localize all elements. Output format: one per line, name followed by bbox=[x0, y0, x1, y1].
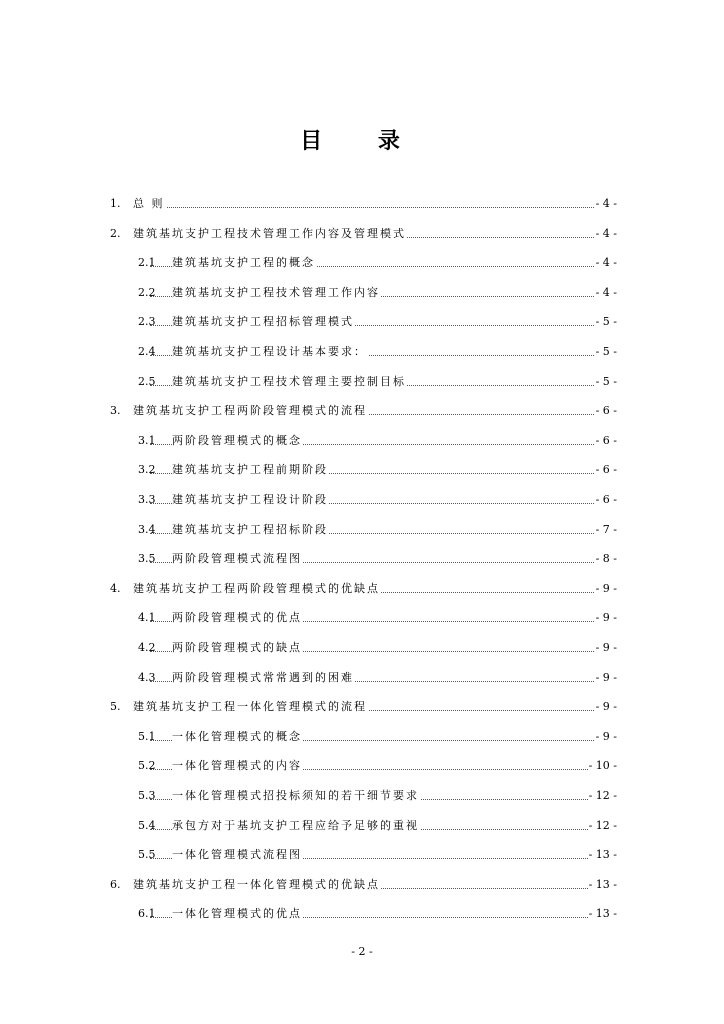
toc-entry-page: - 9 - bbox=[595, 582, 617, 595]
toc-entry[interactable] bbox=[0, 551, 724, 567]
toc-entry[interactable] bbox=[0, 314, 724, 330]
toc-entry[interactable] bbox=[0, 285, 724, 301]
toc-entry[interactable] bbox=[0, 640, 724, 656]
toc-entry-page: - 9 - bbox=[595, 641, 617, 654]
toc-entry-number: 2.1 bbox=[138, 256, 156, 269]
toc-entry-number: 4.1 bbox=[138, 611, 156, 624]
page-number: - 2 - bbox=[351, 945, 373, 958]
toc-entry-title: 一体化管理模式的概念 bbox=[172, 730, 302, 743]
toc-entry-title: 建筑基坑支护工程的概念 bbox=[172, 256, 315, 269]
toc-leader-dots bbox=[150, 207, 594, 208]
toc-entry-title: 一体化管理模式流程图 bbox=[172, 848, 302, 861]
toc-entry-title: 建筑基坑支护工程招标阶段 bbox=[172, 523, 328, 536]
toc-entry-title: 总 则 bbox=[133, 197, 165, 210]
toc-entry[interactable] bbox=[0, 433, 724, 449]
toc-entry-page: - 10 - bbox=[588, 759, 617, 772]
toc-entry-page: - 7 - bbox=[595, 523, 617, 536]
toc-entry-title: 两阶段管理模式流程图 bbox=[172, 552, 302, 565]
toc-entry[interactable] bbox=[0, 877, 724, 893]
toc-entry-page: - 5 - bbox=[595, 315, 617, 328]
toc-entry-number: 3.2 bbox=[138, 463, 156, 476]
toc-entry[interactable] bbox=[0, 758, 724, 774]
toc-entry-number: 2.4 bbox=[138, 345, 156, 358]
toc-entry-number: 2.5 bbox=[138, 375, 156, 388]
toc-entry-title: 建筑基坑支护工程技术管理主要控制目标 bbox=[172, 375, 406, 388]
toc-entry[interactable] bbox=[0, 492, 724, 508]
toc-entry[interactable] bbox=[0, 906, 724, 922]
toc-entry-title: 两阶段管理模式常常遇到的困难 bbox=[172, 671, 354, 684]
toc-entry-page: - 12 - bbox=[588, 789, 617, 802]
toc-entry-number: 3.4 bbox=[138, 523, 156, 536]
toc-entry-title: 建筑基坑支护工程技术管理工作内容 bbox=[172, 286, 380, 299]
toc-entry-page: - 6 - bbox=[595, 434, 617, 447]
toc-entry-page: - 9 - bbox=[595, 671, 617, 684]
toc-entry-page: - 6 - bbox=[595, 493, 617, 506]
toc-entry-number: 2. bbox=[110, 227, 121, 240]
toc-entry-page: - 13 - bbox=[588, 907, 617, 920]
toc-entry[interactable] bbox=[0, 699, 724, 715]
toc-entry-number: 2.3 bbox=[138, 315, 156, 328]
toc-entry-number: 5.4 bbox=[138, 819, 156, 832]
toc-entry-number: 1. bbox=[110, 197, 121, 210]
toc-entry-title: 一体化管理模式招投标须知的若干细节要求 bbox=[172, 789, 419, 802]
toc-entry-number: 4. bbox=[110, 582, 121, 595]
toc-entry-title: 两阶段管理模式的优点 bbox=[172, 611, 302, 624]
toc-entry[interactable] bbox=[0, 847, 724, 863]
toc-entry[interactable] bbox=[0, 522, 724, 538]
toc-entry-title: 建筑基坑支护工程一体化管理模式的流程 bbox=[133, 700, 367, 713]
toc-entry-number: 2.2 bbox=[138, 286, 156, 299]
toc-entry-number: 3.3 bbox=[138, 493, 156, 506]
toc-entry[interactable] bbox=[0, 788, 724, 804]
toc-entry[interactable] bbox=[0, 196, 724, 212]
toc-entry-number: 3. bbox=[110, 404, 121, 417]
toc-entry-title: 两阶段管理模式的缺点 bbox=[172, 641, 302, 654]
toc-entry-page: - 6 - bbox=[595, 463, 617, 476]
toc-entry-title: 建筑基坑支护工程设计基本要求： bbox=[172, 345, 367, 358]
toc-entry-number: 5.5 bbox=[138, 848, 156, 861]
toc-entry-page: - 5 - bbox=[595, 375, 617, 388]
toc-entry[interactable] bbox=[0, 581, 724, 597]
toc-entry-page: - 4 - bbox=[595, 197, 617, 210]
toc-entry-title: 承包方对于基坑支护工程应给予足够的重视 bbox=[172, 819, 419, 832]
toc-entry-page: - 8 - bbox=[595, 552, 617, 565]
toc-entry-number: 5.1 bbox=[138, 730, 156, 743]
toc-entry-page: - 13 - bbox=[588, 848, 617, 861]
toc-entry-title: 建筑基坑支护工程一体化管理模式的优缺点 bbox=[133, 878, 380, 891]
toc-entry[interactable] bbox=[0, 610, 724, 626]
toc-entry-page: - 4 - bbox=[595, 227, 617, 240]
page-title: 目 录 bbox=[300, 129, 424, 154]
toc-entry-page: - 12 - bbox=[588, 819, 617, 832]
toc-entry-page: - 4 - bbox=[595, 286, 617, 299]
toc-entry-number: 6. bbox=[110, 878, 121, 891]
toc-entry[interactable] bbox=[0, 729, 724, 745]
toc-entry-number: 5.3 bbox=[138, 789, 156, 802]
toc-entry[interactable] bbox=[0, 818, 724, 834]
toc-entry-title: 建筑基坑支护工程两阶段管理模式的流程 bbox=[133, 404, 367, 417]
toc-entry-number: 3.5 bbox=[138, 552, 156, 565]
toc-entry[interactable] bbox=[0, 255, 724, 271]
toc-entry-number: 4.3 bbox=[138, 671, 156, 684]
toc-entry-title: 建筑基坑支护工程设计阶段 bbox=[172, 493, 328, 506]
toc-entry[interactable] bbox=[0, 403, 724, 419]
toc-entry-number: 5.2 bbox=[138, 759, 156, 772]
toc-entry-title: 一体化管理模式的优点 bbox=[172, 907, 302, 920]
toc-entry-title: 建筑基坑支护工程前期阶段 bbox=[172, 463, 328, 476]
toc-entry-page: - 5 - bbox=[595, 345, 617, 358]
toc-entry-page: - 9 - bbox=[595, 730, 617, 743]
toc-entry[interactable] bbox=[0, 344, 724, 360]
toc-entry-title: 两阶段管理模式的概念 bbox=[172, 434, 302, 447]
toc-entry-page: - 4 - bbox=[595, 256, 617, 269]
toc-entry-number: 6.1 bbox=[138, 907, 156, 920]
toc-entry-title: 一体化管理模式的内容 bbox=[172, 759, 302, 772]
toc-entry-title: 建筑基坑支护工程技术管理工作内容及管理模式 bbox=[133, 227, 406, 240]
toc-entry[interactable] bbox=[0, 462, 724, 478]
toc-entry-title: 建筑基坑支护工程招标管理模式 bbox=[172, 315, 354, 328]
toc-entry-page: - 13 - bbox=[588, 878, 617, 891]
toc-entry[interactable] bbox=[0, 226, 724, 242]
toc-entry-page: - 9 - bbox=[595, 611, 617, 624]
toc-entry-page: - 9 - bbox=[595, 700, 617, 713]
toc-entry-page: - 6 - bbox=[595, 404, 617, 417]
toc-entry-title: 建筑基坑支护工程两阶段管理模式的优缺点 bbox=[133, 582, 380, 595]
toc-entry[interactable] bbox=[0, 670, 724, 686]
toc-entry-number: 5. bbox=[110, 700, 121, 713]
toc-entry-number: 4.2 bbox=[138, 641, 156, 654]
toc-entry[interactable] bbox=[0, 374, 724, 390]
toc-entry-number: 3.1 bbox=[138, 434, 156, 447]
